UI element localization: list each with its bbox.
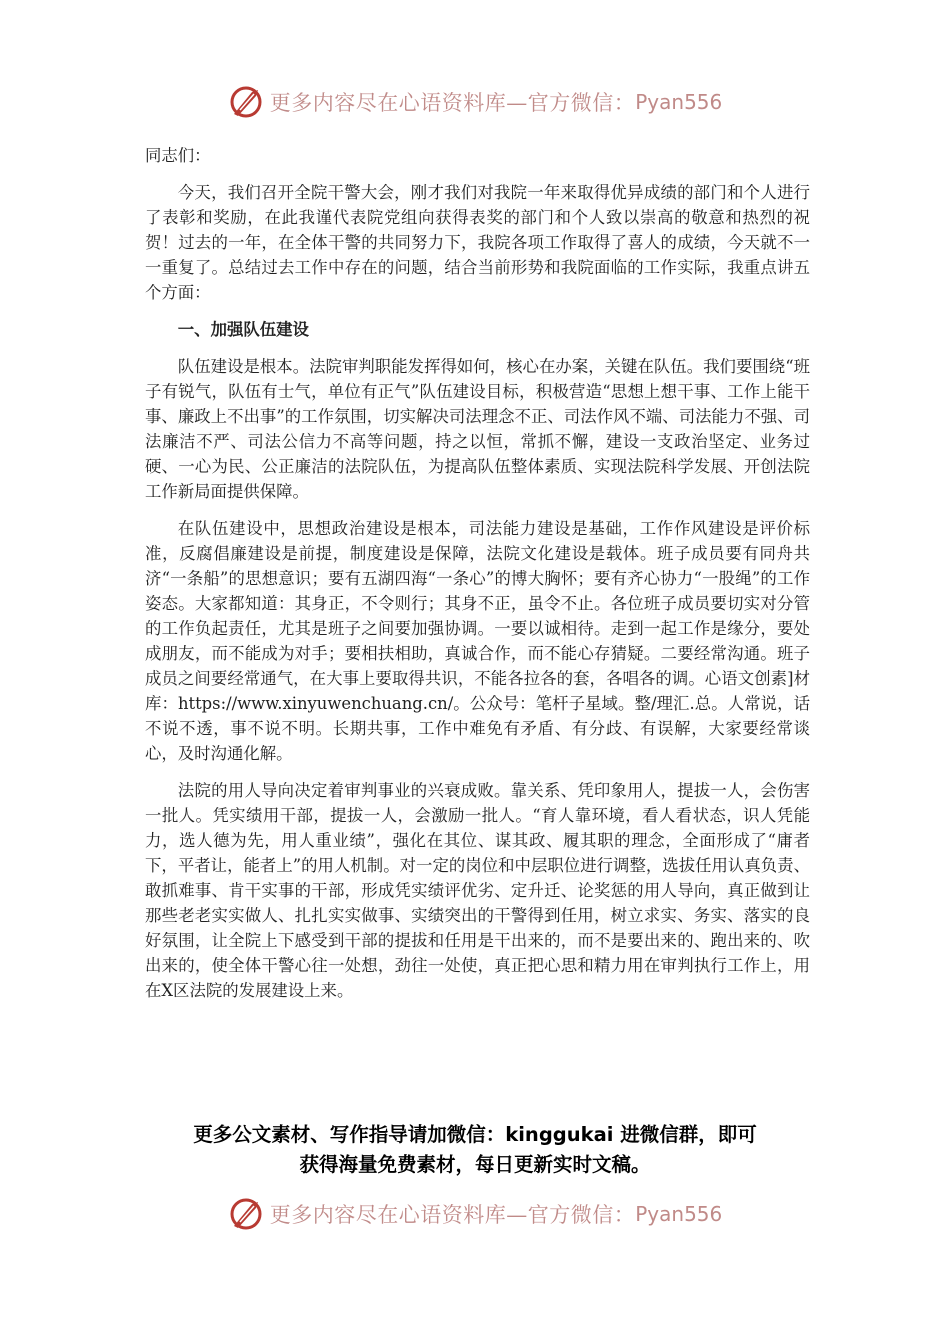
quill-logo-icon — [228, 1196, 264, 1232]
header-banner — [0, 80, 950, 124]
footer-banner-id: Pyan556 — [635, 1202, 723, 1226]
paragraph-1: 队伍建设是根本。法院审判职能发挥得如何，核心在办案，关键在队伍。我们要围绕“班子有锐气，队伍有士气，单位有正气”队伍建设目标，积极营造“思想上想干事、工作上能干事、廉政上不出事”的工作氛围，切实解决司法理念不正、司法作风不端、司法能力不强、司法廉洁不严、司法公信力不高等问题，持之以恒，常抓不懈，建设一支政治坚定、业务过硬、一心为民、公正廉洁的法院队伍，为提高队伍整体素质、实现法院科学发展、开创法院工作新局面提供保障。 — [145, 357, 810, 501]
header-banner-id: Pyan556 — [635, 90, 723, 114]
promo-text — [130, 1120, 820, 1180]
salutation: 同志们： — [145, 146, 211, 165]
document-body — [145, 143, 810, 1015]
section-heading: 一、加强队伍建设 — [177, 320, 309, 339]
quill-logo-icon — [228, 84, 264, 120]
footer-banner-text: 更多内容尽在心语资料库—官方微信： — [269, 1203, 636, 1227]
promo-line-2: 获得海量免费素材，每日更新实时文稿。 — [299, 1153, 651, 1176]
footer-banner — [0, 1192, 950, 1236]
intro-paragraph: 今天，我们召开全院干警大会，刚才我们对我院一年来取得优异成绩的部门和个人进行了表彰和奖励，在此我谨代表院党组向获得表奖的部门和个人致以崇高的敬意和热烈的祝贺！过去的一年，在全体干警的共同努力下，我院各项工作取得了喜人的成绩，今天就不一一重复了。总结过去工作中存在的问题，结合当前形势和我院面临的工作实际，我重点讲五个方面： — [145, 183, 810, 302]
paragraph-3: 法院的用人导向决定着审判事业的兴衰成败。靠关系、凭印象用人，提拔一人，会伤害一批人。凭实绩用干部，提拔一人，会激励一批人。“育人靠环境，看人看状态，识人凭能力，选人德为先，用人重业绩”，强化在其位、谋其政、履其职的理念，全面形成了“庸者下，平者让，能者上”的用人机制。对一定的岗位和中层职位进行调整，选拔任用认真负责、敢抓难事、肯干实事的干部，形成凭实绩评优劣、定升迁、论奖惩的用人导向，真正做到让那些老老实实做人、扎扎实实做事、实绩突出的干警得到任用，树立求实、务实、落实的良好氛围，让全院上下感受到干部的提拔和任用是干出来的，而不是要出来的、跑出来的、吹出来的，使全体干警心往一处想，劲往一处使，真正把心思和精力用在审判执行工作上，用在X区法院的发展建设上来。 — [145, 781, 810, 1000]
promo-line-1: 更多公文素材、写作指导请加微信：kinggukai 进微信群，即可 — [193, 1123, 757, 1146]
header-banner-text: 更多内容尽在心语资料库—官方微信： — [269, 91, 636, 115]
paragraph-2: 在队伍建设中，思想政治建设是根本，司法能力建设是基础，工作作风建设是评价标准，反腐倡廉建设是前提，制度建设是保障，法院文化建设是载体。班子成员要有同舟共济“一条船”的思想意识；要有五湖四海“一条心”的博大胸怀；要有齐心协力“一股绳”的工作姿态。大家都知道：其身正，不令则行；其身不正，虽令不止。各位班子成员要切实对分管的工作负起责任，尤其是班子之间要加强协调。一要以诚相待。走到一起工作是缘分，要处成朋友，而不能成为对手；要相扶相助，真诚合作，而不能心存猜疑。二要经常沟通。班子成员之间要经常通气，在大事上要取得共识，不能各拉各的套，各唱各的调。心语文创素]材库：https://www.xinyuwenchuang.cn/。公众号：笔杆子星域。整/理汇.总。人常说，话不说不透，事不说不明。长期共事，工作中难免有矛盾、有分歧、有误解，大家要经常谈心，及时沟通化解。 — [145, 519, 810, 763]
